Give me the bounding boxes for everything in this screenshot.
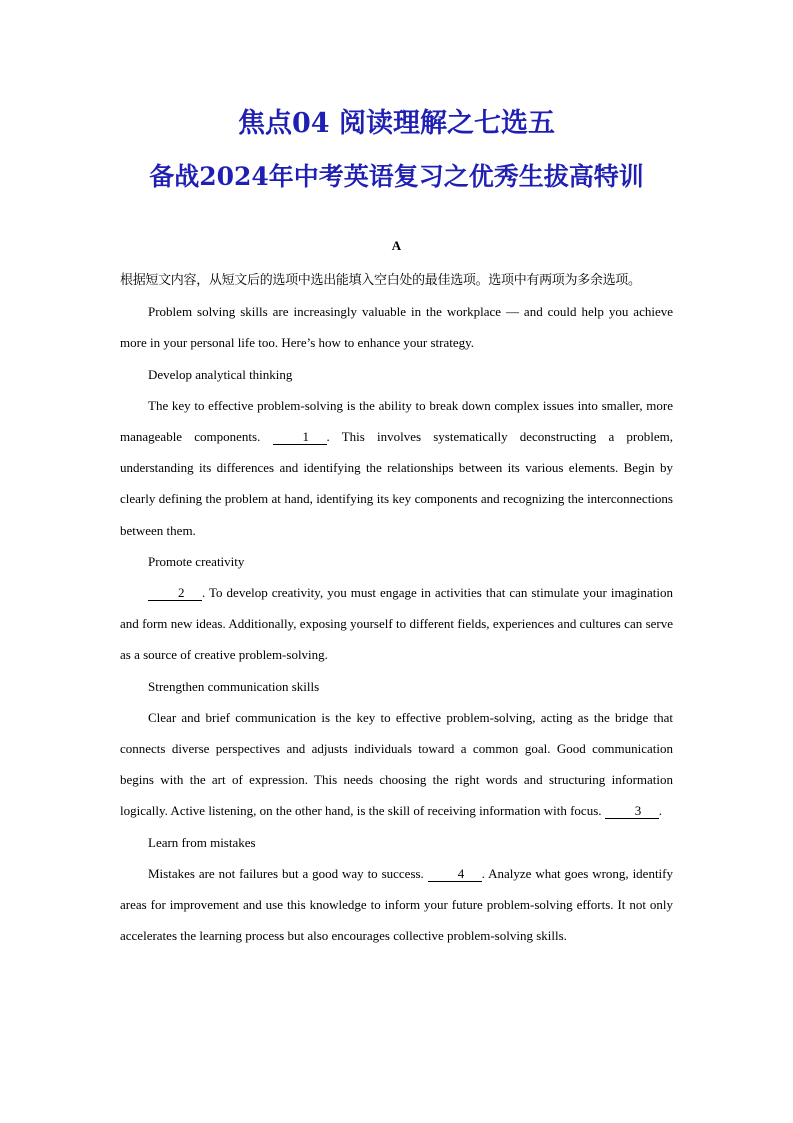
paragraph-text: Clear and brief communication is the key to effective problem-solving, acting as the bridge that connects diverse perspectives and adjusts individuals toward a common goal. Good communication begins with the art of expression. This needs choosing the right words and structuring information logically. Active listening, on the other hand, is the skill of receiving information with focus.: [120, 709, 673, 819]
answer-blank: 4: [428, 867, 482, 882]
section-label: A: [391, 238, 402, 253]
paragraph-text: The key to effective problem-solving is the ability to break down complex issues into smaller, more manageable components.: [120, 397, 673, 445]
section-heading: Develop analytical thinking: [148, 366, 293, 382]
page-subtitle: 备战2024年中考英语复习之优秀生拔高特训: [149, 162, 644, 191]
paragraph-text: .: [658, 803, 663, 819]
instruction-text: 根据短文内容，从短文后的选项中选出能填入空白处的最佳选项。选项中有两项为多余选项。: [120, 273, 641, 288]
section-paragraph: [120, 858, 673, 952]
paragraph-text: Mistakes are not failures but a good way to success.: [148, 865, 424, 881]
intro-paragraph: Problem solving skills are increasingly valuable in the workplace — and could help you achieve more in your personal life too. Here’s how to enhance your strategy.: [120, 304, 673, 351]
answer-blank: 2: [148, 586, 202, 601]
passage-body: [120, 265, 673, 951]
section-heading: Promote creativity: [148, 553, 245, 569]
paragraph-text: . This involves systematically deconstructing a problem, understanding its differences and identifying the relationships between its various elements. Begin by clearly defining the problem at hand, identifying its key components and recognizing the interconnections between them.: [120, 429, 673, 538]
paragraph-text: . To develop creativity, you must engage in activities that can stimulate your imagination and form new ideas. Additionally, exposing yourself to different fields, experiences and cultures can serve as a source of creative problem-solving.: [120, 585, 673, 663]
section-paragraph: [120, 702, 673, 827]
answer-blank: 1: [273, 430, 327, 445]
section-heading: Strengthen communication skills: [148, 678, 320, 694]
answer-blank: 3: [605, 804, 659, 819]
section-paragraph: [120, 390, 673, 546]
section-paragraph: [120, 577, 673, 671]
paragraph-text: . Analyze what goes wrong, identify areas for improvement and use this knowledge to inform your future problem-solving efforts. It not only accelerates the learning process but also encourages collective problem-solving skills.: [120, 865, 673, 944]
page-title: 焦点04 阅读理解之七选五: [238, 108, 555, 139]
section-heading: Learn from mistakes: [148, 834, 256, 850]
